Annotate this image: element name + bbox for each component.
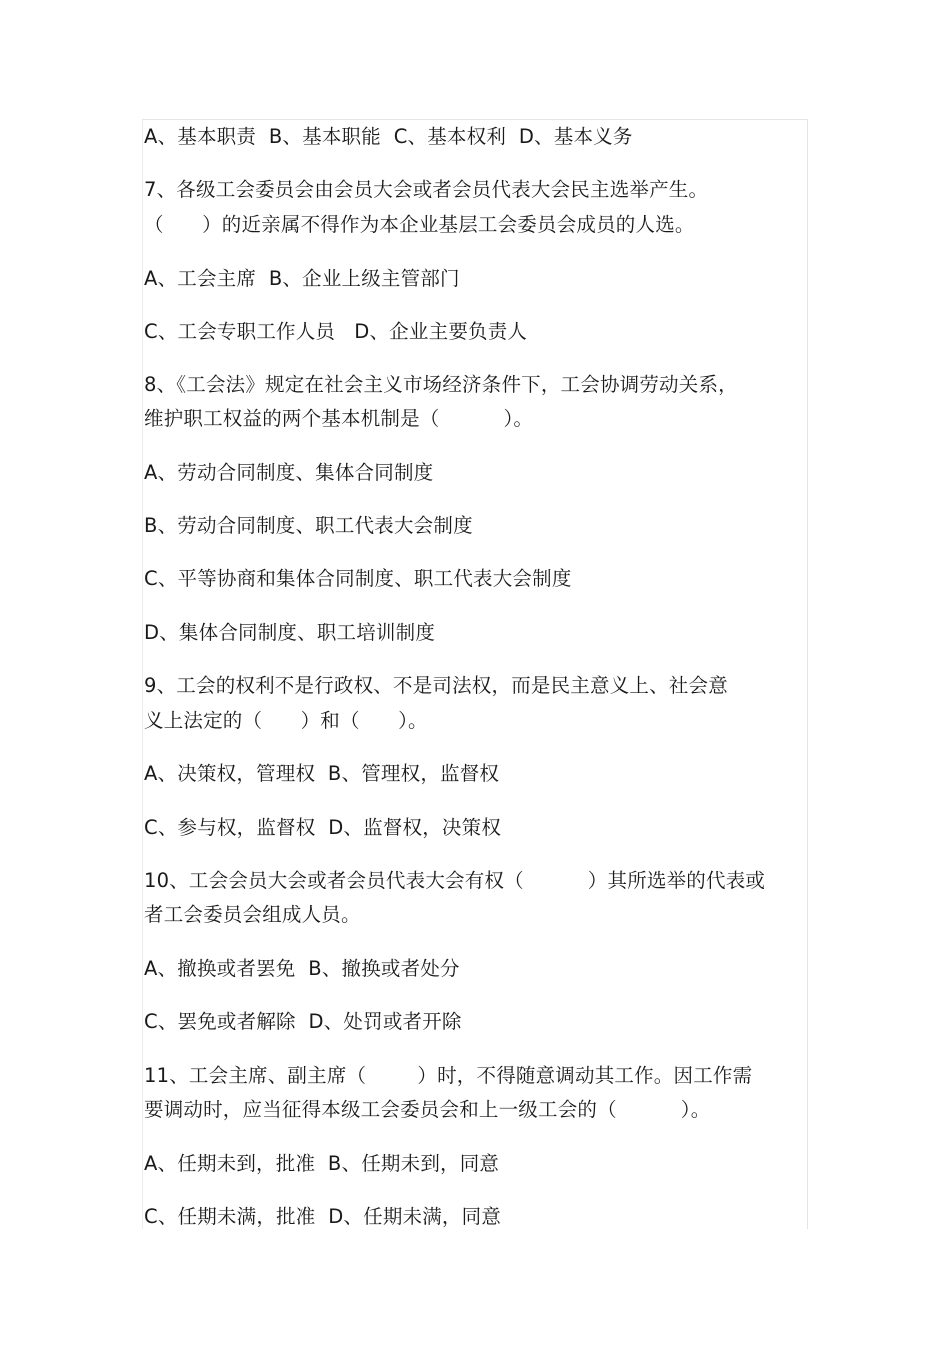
q9-options-cd: C、参与权，监督权 D、监督权，决策权 <box>144 816 502 839</box>
q8-text-line1: 8、《工会法》规定在社会主义市场经济条件下，工会协调劳动关系， <box>144 373 738 396</box>
q6-options: A、基本职责 B、基本职能 C、基本权利 D、基本义务 <box>144 125 633 148</box>
q7-text-line1: 7、各级工会委员会由会员大会或者会员代表大会民主选举产生。 <box>144 178 709 201</box>
q11-options-ab: A、任期未到，批准 B、任期未到，同意 <box>144 1152 500 1175</box>
q8-text-line2: 维护职工权益的两个基本机制是（ ）。 <box>144 407 534 430</box>
q9-text-line1: 9、工会的权利不是行政权、不是司法权，而是民主意义上、社会意 <box>144 674 728 697</box>
q10-text-line1: 10、工会会员大会或者会员代表大会有权（ ）其所选举的代表或 <box>144 869 766 892</box>
q10-options-cd: C、罢免或者解除 D、处罚或者开除 <box>144 1010 462 1033</box>
q8-option-c: C、平等协商和集体合同制度、职工代表大会制度 <box>144 567 572 590</box>
q8-option-b: B、劳动合同制度、职工代表大会制度 <box>144 514 473 537</box>
q11-options-cd: C、任期未满，批准 D、任期未满，同意 <box>144 1205 502 1228</box>
q11-text-line2: 要调动时，应当征得本级工会委员会和上一级工会的（ ）。 <box>144 1098 711 1121</box>
q10-options-ab: A、撤换或者罢免 B、撤换或者处分 <box>144 957 460 980</box>
q9-text-line2: 义上法定的（ ）和（ ）。 <box>144 709 428 732</box>
q9-options-ab: A、决策权，管理权 B、管理权，监督权 <box>144 762 500 785</box>
q8-option-a: A、劳动合同制度、集体合同制度 <box>144 461 434 484</box>
q7-options-cd: C、工会专职工作人员 D、企业主要负责人 <box>144 320 528 343</box>
q7-text-line2: （ ）的近亲属不得作为本企业基层工会委员会成员的人选。 <box>144 213 695 236</box>
q7-options-ab: A、工会主席 B、企业上级主管部门 <box>144 267 460 290</box>
q10-text-line2: 者工会委员会组成人员。 <box>144 903 361 926</box>
q8-option-d: D、集体合同制度、职工培训制度 <box>144 621 436 644</box>
q11-text-line1: 11、工会主席、副主席（ ）时，不得随意调动其工作。因工作需 <box>144 1064 753 1087</box>
